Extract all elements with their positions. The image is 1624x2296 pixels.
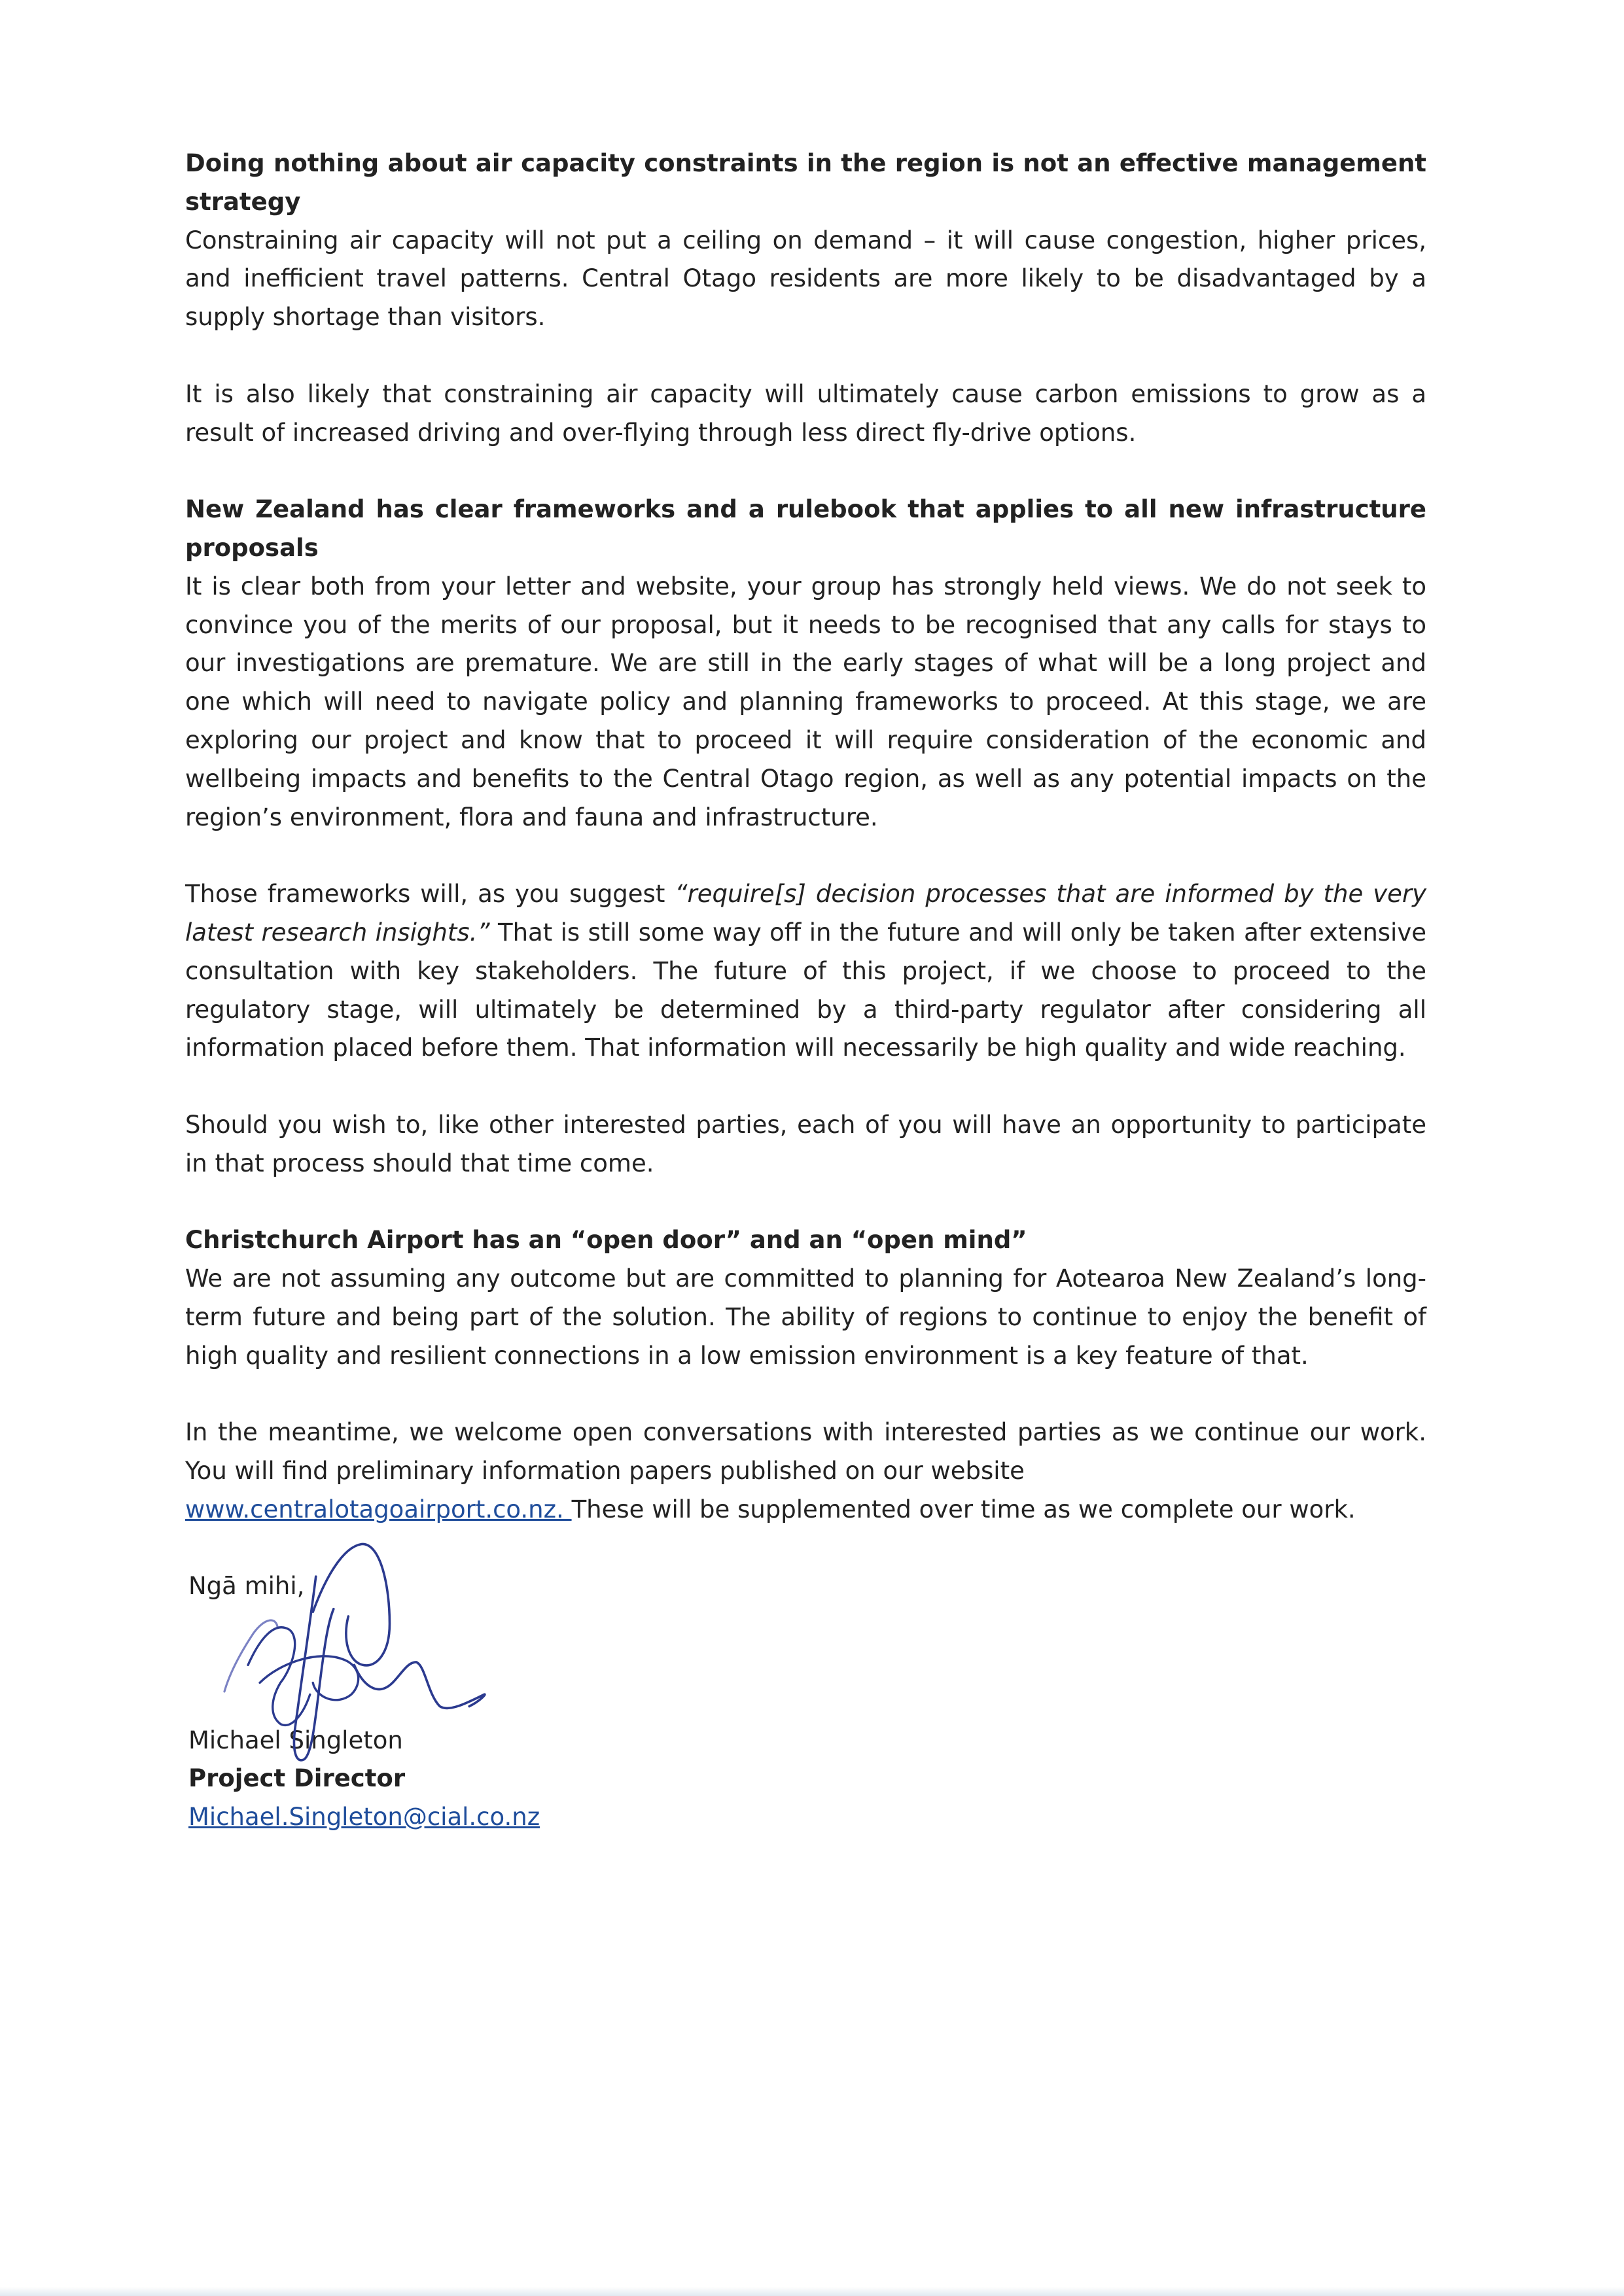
quoted-text: latest research insights.” bbox=[185, 918, 490, 947]
paragraph-line: term future and being part of the solution. The ability of regions to continue to enjoy the benefit of bbox=[185, 1302, 1426, 1331]
paragraph-line: Should you wish to, like other interested parties, each of you will have an opportunity to participate bbox=[185, 1110, 1426, 1139]
signatory-email bbox=[188, 1798, 1426, 1837]
paragraph-line: consultation with key stakeholders. The future of this project, if we choose to proceed to the bbox=[185, 956, 1426, 985]
paragraph-line: one which will need to navigate policy and planning frameworks to proceed. At this stage, we are bbox=[185, 687, 1426, 716]
signature bbox=[214, 1535, 502, 1779]
section-frameworks bbox=[185, 491, 1426, 1183]
paragraph-line: It is clear both from your letter and website, your group has strongly held views. We do not seek to bbox=[185, 572, 1426, 600]
paragraph-line bbox=[185, 875, 1426, 914]
scan-edge bbox=[0, 2287, 1624, 2296]
text-run: Those frameworks will, as you suggest bbox=[185, 880, 675, 909]
paragraph-line: We are not assuming any outcome but are committed to planning for Aotearoa New Zealand’s long- bbox=[185, 1264, 1426, 1293]
section-heading-line: New Zealand has clear frameworks and a rulebook that applies to all new infrastructure bbox=[185, 495, 1426, 524]
section-heading-line: Doing nothing about air capacity constraints in the region is not an effective management bbox=[185, 149, 1426, 177]
paragraph-line: region’s environment, flora and fauna and infrastructure. bbox=[185, 803, 878, 831]
section-heading-line: proposals bbox=[185, 533, 319, 562]
paragraph bbox=[185, 568, 1426, 837]
paragraph-line bbox=[185, 914, 1426, 952]
paragraph-line: convince you of the merits of our proposal, but it needs to be recognised that any calls for stays to bbox=[185, 610, 1426, 639]
text-run: That is still some way off in the future and will only be taken after extensive bbox=[489, 918, 1426, 947]
paragraph-line: in that process should that time come. bbox=[185, 1149, 654, 1177]
paragraph bbox=[185, 222, 1426, 337]
paragraph-line: our investigations are premature. We are still in the early stages of what will be a long project and bbox=[185, 649, 1426, 678]
signatory-name: Michael Singleton bbox=[188, 1726, 403, 1754]
paragraph-line: In the meantime, we welcome open conversations with interested parties as we continue our work. bbox=[185, 1418, 1426, 1447]
section-heading-line: Christchurch Airport has an “open door” and an “open mind” bbox=[185, 1226, 1027, 1255]
paragraph-line: information placed before them. That information will necessarily be high quality and wide reaching. bbox=[185, 1034, 1406, 1062]
text-run: These will be supplemented over time as we complete our work. bbox=[571, 1495, 1356, 1523]
section-air-capacity bbox=[185, 145, 1426, 452]
quoted-text: “require[s] decision processes that are informed by the very bbox=[675, 880, 1427, 909]
paragraph-line: result of increased driving and over-flying through less direct fly-drive options. bbox=[185, 418, 1137, 447]
paragraph-line: supply shortage than visitors. bbox=[185, 303, 546, 332]
paragraph-line: Constraining air capacity will not put a ceiling on demand – it will cause congestion, higher prices, bbox=[185, 226, 1426, 254]
signature-stroke bbox=[248, 1627, 310, 1726]
signature-stroke bbox=[354, 1662, 485, 1709]
paragraph bbox=[185, 875, 1426, 1068]
signatory-title: Project Director bbox=[188, 1764, 406, 1793]
paragraph bbox=[185, 1260, 1426, 1375]
section-open-door bbox=[185, 1221, 1426, 1529]
section-heading-line: strategy bbox=[185, 187, 301, 216]
paragraph-line: regulatory stage, will ultimately be determined by a third-party regulator after considering all bbox=[185, 995, 1426, 1024]
email-link[interactable]: Michael.Singleton@cial.co.nz bbox=[188, 1803, 540, 1832]
paragraph-line: exploring our project and know that to proceed it will require consideration of the economic and bbox=[185, 725, 1426, 754]
paragraph bbox=[185, 1106, 1426, 1183]
paragraph-line: wellbeing impacts and benefits to the Central Otago region, as well as any potential impacts on the bbox=[185, 764, 1426, 793]
paragraph-line: and inefficient travel patterns. Central Otago residents are more likely to be disadvantaged by a bbox=[185, 264, 1426, 293]
paragraph bbox=[185, 1414, 1426, 1529]
paragraph-line: It is also likely that constraining air capacity will ultimately cause carbon emissions to grow as a bbox=[185, 379, 1426, 408]
paragraph-line: You will find preliminary information papers published on our website bbox=[185, 1457, 1025, 1486]
paragraph-line bbox=[185, 1491, 1426, 1529]
website-link[interactable]: www.centralotagoairport.co.nz. bbox=[185, 1495, 572, 1523]
signature-stroke bbox=[294, 1576, 333, 1760]
salutation: Ngā mihi, bbox=[188, 1572, 305, 1601]
paragraph bbox=[185, 375, 1426, 453]
paragraph-line: high quality and resilient connections in a low emission environment is a key feature of that. bbox=[185, 1341, 1309, 1370]
